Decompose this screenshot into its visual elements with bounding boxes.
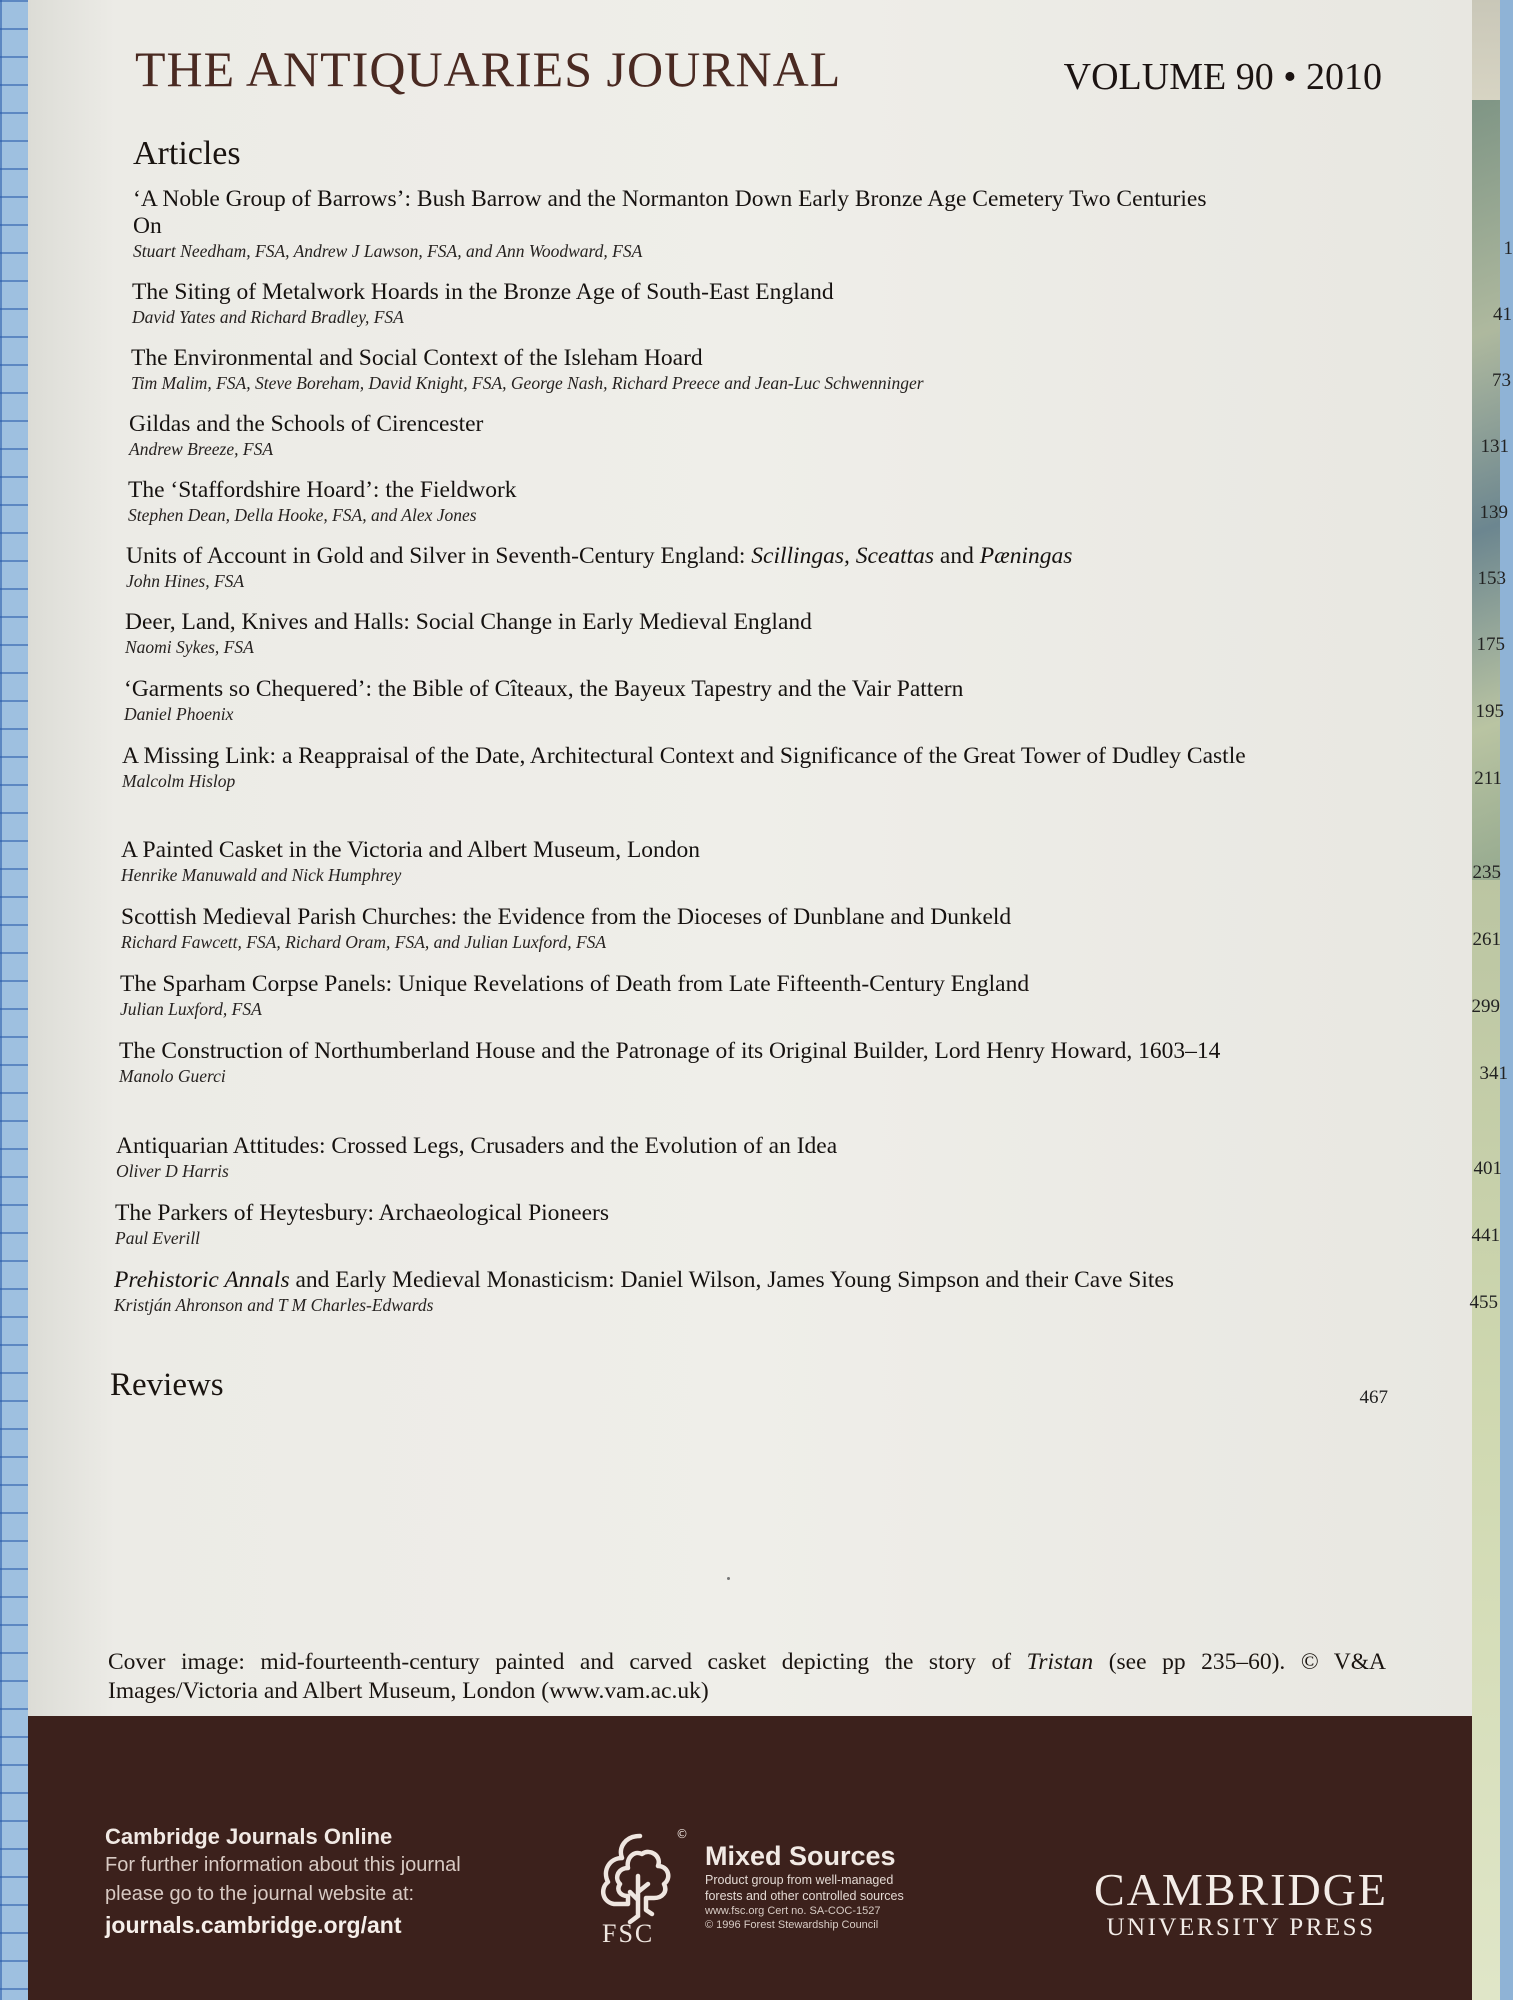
article-title: Antiquarian Attitudes: Crossed Legs, Crusaders and the Evolution of an Idea xyxy=(116,1133,838,1159)
reviews-page-number: 467 xyxy=(1359,1387,1388,1408)
fsc-label: FSC xyxy=(602,1919,655,1948)
reviews-heading[interactable]: Reviews xyxy=(110,1367,224,1403)
article-authors: Stephen Dean, Della Hooke, FSA, and Alex Jones xyxy=(128,505,477,525)
page-number: 211 xyxy=(1474,768,1502,789)
cjo-title: Cambridge Journals Online xyxy=(105,1824,393,1849)
article-title: The Sparham Corpse Panels: Unique Revelations of Death from Late Fifteenth-Century England xyxy=(120,971,1030,997)
article-authors: Paul Everill xyxy=(115,1228,201,1248)
toc-entry[interactable] xyxy=(115,1200,1500,1249)
toc-entry[interactable] xyxy=(114,1267,1498,1316)
publisher-name: CAMBRIDGE xyxy=(1093,1864,1388,1915)
toc-entry[interactable] xyxy=(133,186,1513,262)
page-number: 41 xyxy=(1493,304,1512,325)
cambridge-journals-online-block xyxy=(105,1822,461,1941)
article-authors: Julian Luxford, FSA xyxy=(120,999,262,1019)
page-number: 131 xyxy=(1480,436,1509,457)
article-authors: Kristján Ahronson and T M Charles-Edwards xyxy=(114,1295,434,1315)
fsc-heading: Mixed Sources xyxy=(705,1841,896,1871)
cjo-info-line: please go to the journal website at: xyxy=(105,1883,415,1905)
toc-entry[interactable] xyxy=(119,1038,1508,1087)
article-authors: Manolo Guerci xyxy=(119,1066,226,1086)
page-number: 441 xyxy=(1471,1225,1500,1246)
fsc-registered-mark: © xyxy=(676,1827,688,1841)
publisher-logo xyxy=(1094,1866,1388,1942)
toc-entry[interactable] xyxy=(121,904,1501,953)
fsc-copyright: © 1996 Forest Stewardship Council xyxy=(705,1919,879,1931)
article-title: Deer, Land, Knives and Halls: Social Change in Early Medieval England xyxy=(125,609,812,635)
paper-speck xyxy=(727,1577,730,1580)
article-authors: Stuart Needham, FSA, Andrew J Lawson, FSA, and Ann Woodward, FSA xyxy=(133,241,643,261)
toc-entry[interactable] xyxy=(128,477,1508,526)
article-title: Scottish Medieval Parish Churches: the Evidence from the Dioceses of Dunblane and Dunkeld xyxy=(121,904,1012,930)
cjo-info-line: For further information about this journal xyxy=(105,1854,461,1876)
page-number: 261 xyxy=(1472,929,1501,950)
page-number: 235 xyxy=(1472,862,1501,883)
toc-entry[interactable] xyxy=(125,609,1505,658)
page-number: 153 xyxy=(1477,568,1506,589)
toc-entry[interactable] xyxy=(132,279,1512,328)
toc-entry[interactable] xyxy=(120,971,1500,1020)
fsc-tree-icon xyxy=(590,1826,690,1946)
toc-entry[interactable] xyxy=(124,676,1504,725)
page-number: 1 xyxy=(1503,238,1513,259)
article-title: The Environmental and Social Context of the Isleham Hoard xyxy=(131,345,703,371)
journal-website-link[interactable]: journals.cambridge.org/ant xyxy=(105,1912,402,1938)
toc-entry[interactable] xyxy=(116,1133,1502,1182)
page-number: 455 xyxy=(1469,1292,1498,1313)
journal-title: THE ANTIQUARIES JOURNAL xyxy=(135,41,842,97)
article-title: A Painted Casket in the Victoria and Albert Museum, London xyxy=(121,837,701,863)
article-title: The Construction of Northumberland House and the Patronage of its Original Builder, Lord Henry Howard, 1603–14 xyxy=(119,1038,1221,1064)
toc-entry[interactable] xyxy=(126,543,1506,592)
article-title: Units of Account in Gold and Silver in Seventh-Century England: Scillingas, Sceattas and Pæningas xyxy=(126,543,1073,569)
fsc-line: forests and other controlled sources xyxy=(705,1889,904,1903)
article-authors: Richard Fawcett, FSA, Richard Oram, FSA, and Julian Luxford, FSA xyxy=(121,932,607,952)
article-authors: Malcolm Hislop xyxy=(122,771,236,791)
volume-year: VOLUME 90 • 2010 xyxy=(1063,56,1382,98)
article-authors: Oliver D Harris xyxy=(116,1161,229,1181)
page-number: 195 xyxy=(1475,701,1504,722)
article-title: The Parkers of Heytesbury: Archaeological Pioneers xyxy=(115,1200,609,1226)
article-authors: David Yates and Richard Bradley, FSA xyxy=(132,307,404,327)
page-number: 139 xyxy=(1479,502,1508,523)
cover-image-caption: Cover image: mid-fourteenth-century painted and carved casket depicting the story of Tristan (see pp 235–60). © V&A Images/Victoria and Albert Museum, London (www.vam.ac.uk) xyxy=(108,1649,1386,1704)
article-title: Gildas and the Schools of Cirencester xyxy=(129,411,484,437)
fsc-line: Product group from well-managed xyxy=(705,1873,894,1887)
article-title: ‘Garments so Chequered’: the Bible of Cîteaux, the Bayeux Tapestry and the Vair Pattern xyxy=(124,676,964,702)
article-title: Prehistoric Annals and Early Medieval Monasticism: Daniel Wilson, James Young Simpson and their Cave Sites xyxy=(114,1267,1174,1293)
page-number: 341 xyxy=(1479,1063,1508,1084)
article-title: ‘A Noble Group of Barrows’: Bush Barrow and the Normanton Down Early Bronze Age Cemetery Two Centuries On xyxy=(133,186,1207,239)
page-number: 175 xyxy=(1476,634,1505,655)
page-number: 73 xyxy=(1492,370,1511,391)
article-title: The ‘Staffordshire Hoard’: the Fieldwork xyxy=(128,477,517,503)
article-authors: Henrike Manuwald and Nick Humphrey xyxy=(121,865,402,885)
article-authors: Andrew Breeze, FSA xyxy=(129,439,274,459)
page-number: 401 xyxy=(1473,1158,1502,1179)
article-authors: Daniel Phoenix xyxy=(124,704,234,724)
articles-heading: Articles xyxy=(133,135,241,172)
article-authors: John Hines, FSA xyxy=(126,571,245,591)
article-title: The Siting of Metalwork Hoards in the Bronze Age of South-East England xyxy=(132,279,834,305)
fsc-block xyxy=(590,1826,950,1946)
article-authors: Naomi Sykes, FSA xyxy=(125,637,254,657)
fsc-cert: www.fsc.org Cert no. SA-COC-1527 xyxy=(705,1905,881,1917)
toc-entry[interactable] xyxy=(121,837,1501,886)
toc-entry[interactable] xyxy=(131,345,1511,394)
article-authors: Tim Malim, FSA, Steve Boreham, David Knight, FSA, George Nash, Richard Preece and Jean-Luc Schwenninger xyxy=(131,373,924,393)
toc-entry[interactable] xyxy=(129,411,1509,460)
toc-entry[interactable] xyxy=(122,743,1502,792)
page-number: 299 xyxy=(1471,996,1500,1017)
publisher-subtitle: UNIVERSITY PRESS xyxy=(1106,1914,1376,1941)
article-title: A Missing Link: a Reappraisal of the Date, Architectural Context and Significance of the Great Tower of Dudley Castle xyxy=(122,743,1246,769)
